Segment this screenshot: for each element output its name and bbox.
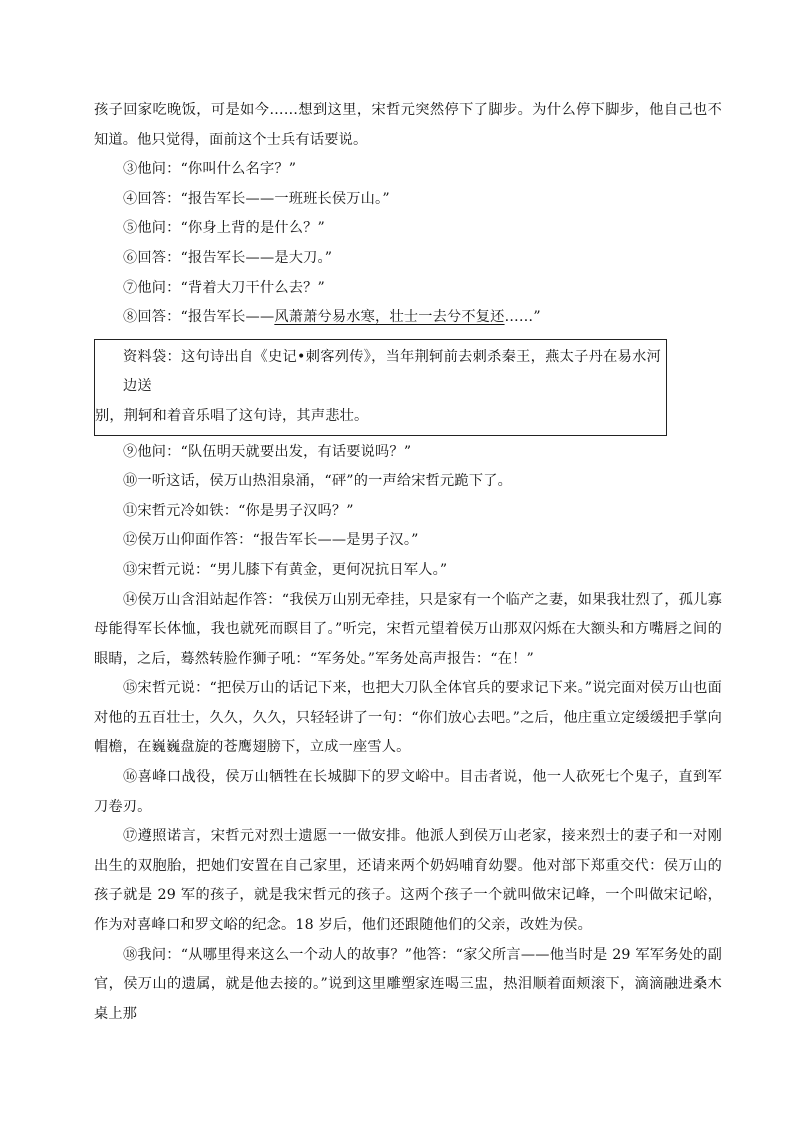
info-box-line-2: 别，荆轲和着音乐唱了这句诗，其声悲壮。 bbox=[95, 407, 369, 424]
paragraph-8-prefix: ⑧回答：“报告军长—— bbox=[123, 309, 275, 326]
paragraph-8-suffix: ……” bbox=[504, 309, 541, 326]
paragraph-13: ⑬宋哲元说：“男儿膝下有黄金，更何况抗日军人。” bbox=[123, 561, 448, 578]
info-box-line-1: 资料袋：这句诗出自《史记•刺客列传》，当年荆轲前去刺杀秦王，燕太子丹在易水河边送 bbox=[123, 348, 661, 395]
underlined-poem-line: 风萧萧兮易水寒，壮士一去兮不复还 bbox=[274, 309, 505, 326]
paragraph-18: ⑱我问：“从哪里得来这么一个动人的故事？”他答：“家父所言——他当时是 29 军军务处的副官，侯万山的遗属，就是他去接的。”说到这里雕塑家连喝三盅，热泪顺着面颊滚下，滴滴融进桑木桌上那 bbox=[94, 946, 722, 1022]
paragraph-9: ⑨他问：“队伍明天就要出发，有话要说吗？” bbox=[123, 443, 412, 460]
paragraph-8 bbox=[94, 303, 722, 333]
paragraph-11: ⑪宋哲元冷如铁：“你是男子汉吗？” bbox=[123, 502, 354, 519]
paragraph-3: ③他问：“你叫什么名字？” bbox=[123, 161, 297, 178]
paragraph-14: ⑭侯万山含泪站起作答：“我侯万山别无牵挂，只是家有一个临产之妻，如果我壮烈了，孤儿寡母能得军长体恤，我也就死而瞑目了。”听完，宋哲元望着侯万山那双闪烁在大额头和方嘴唇之间的眼睛，之后，蓦然转脸作狮子吼：“军务处。”军务处高声报告：“在！” bbox=[94, 591, 722, 667]
paragraph-4: ④回答：“报告军长——一班班长侯万山。” bbox=[123, 190, 390, 207]
paragraph-15: ⑮宋哲元说：“把侯万山的话记下来，也把大刀队全体官兵的要求记下来。”说完面对侯万山也面对他的五百壮士，久久，久久，只轻轻讲了一句：“你们放心去吧。”之后，他庄重立定缓缓把手掌向帽檐，在巍巍盘旋的苍鹰翅膀下，立成一座雪人。 bbox=[94, 680, 722, 756]
paragraph-7: ⑦他问：“背着大刀干什么去？” bbox=[123, 279, 325, 296]
paragraph-12: ⑫侯万山仰面作答：“报告军长——是男子汉。” bbox=[123, 532, 419, 549]
article-body bbox=[94, 96, 722, 1029]
paragraph-16: ⑯喜峰口战役，侯万山牺牲在长城脚下的罗文峪中。目击者说，他一人砍死七个鬼子，直到军刀卷刃。 bbox=[94, 769, 722, 815]
paragraph-continuation: 孩子回家吃晚饭，可是如今……想到这里，宋哲元突然停下了脚步。为什么停下脚步，他自己也不知道。他只觉得，面前这个士兵有话要说。 bbox=[94, 102, 722, 148]
paragraph-5: ⑤他问：“你身上背的是什么？” bbox=[123, 220, 325, 237]
paragraph-6: ⑥回答：“报告军长——是大刀。” bbox=[123, 249, 333, 266]
paragraph-10: ⑩一听这话，侯万山热泪泉涌，“砰”的一声给宋哲元跪下了。 bbox=[123, 473, 512, 490]
paragraph-17: ⑰遵照诺言，宋哲元对烈士遗愿一一做安排。他派人到侯万山老家，接来烈士的妻子和一对刚出生的双胞胎，把她们安置在自己家里，还请来两个奶妈哺育幼婴。他对部下郑重交代：侯万山的孩子就是 29 军的孩子，就是我宋哲元的孩子。这两个孩子一个就叫做宋记峰，一个叫做宋记峪，作为对喜峰口和罗文峪的纪念。18 岁后，他们还跟随他们的父亲，改姓为侯。 bbox=[94, 828, 722, 934]
info-box bbox=[94, 339, 667, 436]
